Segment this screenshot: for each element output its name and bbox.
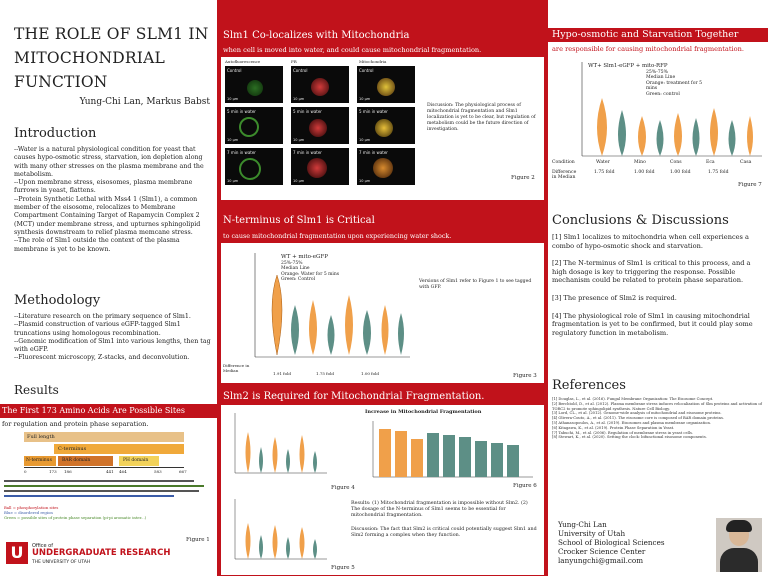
micrograph-image: 5 min in water 10 µm (225, 107, 283, 144)
slm2-panel (221, 405, 544, 575)
nterm-heading: N-terminus of Slm1 is Critical (223, 215, 375, 226)
methods-list (14, 313, 212, 363)
legend-item: Green: Control (281, 277, 316, 283)
nterm-note: Versions of Slm1 refer to Figure 1 to see tagged with GFP. (419, 279, 532, 290)
axis-line (24, 467, 184, 468)
micrograph-image: 7 min in water 10 µm (291, 148, 349, 185)
reference-item: [5] Athanasopoulos, A., et al. (2019). Eisosomes and plasma membrane organization. (552, 420, 712, 425)
legend-item: Median Line (281, 266, 310, 272)
pos-label: 186 (64, 469, 72, 474)
university-logo (4, 542, 171, 574)
slm2-discussion: Discussion: The fact that Slm2 is critical could potentially suggest Slm1 and Slm2 forming a complex when they function. (351, 527, 537, 539)
figure1-label: Figure 1 (186, 537, 210, 543)
legend-item: WT+ Slm1-eGFP + mito-RFP (588, 63, 668, 69)
slm2-results-text: Results: (1) Mitochondrial fragmentation is impossible without Slm2. (2) The dosage of the N-terminus of Slm1 seems to be essential for mitochondrial fragmentation. (351, 501, 528, 519)
legend-item: Orange: treatment for 5 mins (646, 80, 703, 92)
methods-item: --Literature research on the primary sequence of Slm1. (14, 313, 191, 320)
figure7-label: Figure 7 (738, 182, 762, 188)
domain-legend (4, 505, 204, 520)
results-banner: The First 173 Amino Acids Are Possible Sites (0, 404, 217, 418)
slm2-violin-chart-a (223, 407, 331, 485)
colocalize-discussion: Discussion: The physiological process of mitochondrial fragmentation and Slm1 localization is yet to be clear, but regulation of metabolism could be the future direction of investigation. (427, 103, 536, 132)
category-label: Casa (740, 160, 752, 165)
category-label: Cons (670, 160, 682, 165)
diff-value: 1.00 fold (634, 170, 655, 175)
contact-university: University of Utah (558, 529, 626, 538)
micrograph-panel (221, 57, 544, 200)
u-logo-icon: U (6, 542, 28, 564)
references-heading: References (552, 378, 626, 393)
intro-list (14, 146, 212, 254)
slm2-violin-chart-b (223, 493, 331, 571)
reference-item: [1] Douglas, L., et al. (2016). Fungal Membrane Organization: The Eisosome Concept. (552, 397, 714, 401)
diff-value: 1.91 fold (273, 371, 291, 376)
legend-item: 25%-75% (281, 260, 303, 266)
left-column (0, 0, 217, 576)
bar-domain-bar: BAR domain (58, 456, 113, 466)
hypo-subtitle: are responsible for causing mitochondrial fragmentation. (552, 45, 744, 53)
legend-item: Blue = disordered region (4, 510, 53, 515)
slm2-bar-chart-title: Increase in Mitochondrial Fragmentation (365, 409, 482, 415)
col-label: Mitochondria (359, 59, 387, 64)
micrograph-image: 5 min in water 10 µm (357, 107, 415, 144)
pos-label: 464 (119, 469, 127, 474)
logo-line2: UNDERGRADUATE RESEARCH (32, 548, 171, 558)
legend-item: Median Line (646, 75, 676, 81)
category-label: Eca (706, 160, 715, 165)
micrograph-image: 7 min in water 10 µm (357, 148, 415, 185)
pos-label: 0 (24, 469, 27, 474)
intro-item: --Water is a natural physiological condition for yeast that causes hypo-osmotic stress, starvation, ion depletion along with many other stresses on the plasma membrane and the metabolism. (14, 146, 204, 178)
methods-heading: Methodology (14, 293, 101, 308)
contact-email: lanyungchi@gmail.com (558, 556, 644, 565)
methods-item: --Plasmid construction of various eGFP-tagged Slm1 truncations using homologous recombination. (14, 321, 181, 337)
hypo-chart-legend (588, 64, 708, 98)
reference-item: [2] Berchtold, D., et al. (2012). Plasma membrane stress induces relocalization of Slm proteins and activation of TORC2 to promote sphingolipid synthesis. Nature Cell Biology. (552, 401, 762, 411)
diff-label: Difference in Median (552, 170, 577, 180)
row-label: Condition (552, 160, 575, 165)
poster-title: THE ROLE OF SLM1 IN MITOCHONDRIAL FUNCTION (14, 25, 209, 91)
legend-item: WT + mito-eGFP (281, 254, 328, 260)
intro-heading: Introduction (14, 126, 97, 141)
intro-item: --The role of Slm1 outside the context of the plasma membrane is yet to be known. (14, 237, 180, 253)
nterm-chart-legend (281, 255, 361, 283)
domain-diagram (4, 430, 212, 504)
colocalize-subtitle: when cell is moved into water, and could cause mitochondrial fragmentation. (223, 46, 482, 54)
pos-label: 667 (179, 469, 187, 474)
nterm-panel (221, 243, 544, 383)
conclusion-item: [3] The presence of Slm2 is required. (552, 293, 677, 302)
micrograph-image: Control 10 µm (291, 66, 349, 103)
micrograph-image: Control 10 µm (225, 66, 283, 103)
methods-item: --Fluorescent microscopy, Z-stacks, and deconvolution. (14, 354, 190, 362)
full-length-bar: Full length (24, 432, 184, 442)
conclusion-item: [4] The physiological role of Slm1 in causing mitochondrial fragmentation is yet to be confirmed, but it could play some regulatory function in metabolism. (552, 311, 753, 337)
nterm-subtitle: to cause mitochondrial fragmentation upon experiencing water shock. (223, 232, 452, 240)
conclusions-list (552, 233, 764, 337)
photo-hair (726, 520, 752, 532)
reference-item: [3] Lord, CL., et al. (2012). Genome-wide analysis of mitochondrial and eisosome proteins. (552, 411, 722, 416)
micrograph-image: 5 min in water 10 µm (291, 107, 349, 144)
micrograph-image: 7 min in water 10 µm (225, 148, 283, 185)
hypo-heading: Hypo-osmotic and Starvation Together (552, 29, 739, 40)
hypo-heading-bar (548, 28, 768, 42)
conclusion-item: [1] Slm1 localizes to mitochondria when cell experiences a combo of hypo-osmotic shock and starvation. (552, 233, 749, 250)
intro-item: --Upon membrane stress, eisosomes, plasma membrane furrows in yeast, flattens. (14, 179, 193, 195)
figure6-label: Figure 6 (513, 483, 537, 489)
results-heading: Results (14, 383, 59, 397)
pos-label: 583 (154, 469, 162, 474)
micrograph-image: Control 10 µm (357, 66, 415, 103)
poster-authors: Yung-Chi Lan, Markus Babst (79, 97, 210, 107)
diff-value: 1.00 fold (361, 371, 379, 376)
contact-school: School of Biological Sciences (558, 538, 665, 547)
author-photo (716, 518, 762, 572)
reference-item: [6] Kitagawa, K., et al. (2019). Protein Phase Separation in Yeast. (552, 425, 675, 430)
intro-item: --Protein Synthetic Lethal with Mss4 1 (Slm1), a common member of the eisosome, relocalizes to Membrane Compartment Containing Target of Rapamycin Complex 2 (MCT) under membrane stress, and upturnes sphingolipid synthesis downstream to relief plasma memcane stress. (14, 195, 201, 236)
slm2-bar-chart (363, 417, 538, 487)
logo-line1: Office of (32, 543, 54, 549)
contact-block (558, 520, 665, 565)
conclusions-heading: Conclusions & Discussions (552, 213, 729, 228)
legend-item: 25%-75% (646, 69, 668, 75)
legend-item: Green = possible sites of protein phase separation (pi-pi aromatic inter...) (4, 515, 147, 520)
pos-label: 441 (106, 469, 114, 474)
slm2-heading: Slm2 is Required for Mitochondrial Fragmentation. (223, 391, 485, 402)
c-terminus-bar: C-terminus (54, 444, 184, 454)
ph-domain-bar: PH domain (119, 456, 159, 466)
sequence-block (4, 480, 209, 500)
hypo-chart-panel (552, 58, 764, 193)
legend-item: Green: control (646, 91, 680, 97)
legend-item: Ball = phosphorylation sites (4, 505, 59, 510)
category-label: Water (596, 160, 610, 165)
middle-column (217, 0, 548, 576)
results-subtitle: for regulation and protein phase separation. (2, 420, 149, 428)
reference-item: [4] Olivera-Couto, A., et al. (2011). The eisosome core is composed of BAR domain proteins. (552, 416, 725, 421)
colocalize-heading: Slm1 Co-localizes with Mitochondria (223, 30, 410, 41)
figure2-label: Figure 2 (511, 175, 535, 181)
diff-label: Difference in Median (223, 363, 250, 373)
col-label: Autofluorescence (225, 59, 261, 64)
diff-value: 1.75 fold (594, 170, 615, 175)
methods-item: --Genomic modification of Slm1 into various lengths, then tag with eGFP. (14, 337, 211, 354)
contact-center: Crocker Science Center (558, 547, 646, 556)
reference-item: [8] Stewart, K., et al. (2020). Setting the clock: bifunctional eisosome components. (552, 435, 707, 440)
references-list (552, 397, 764, 440)
right-column (548, 0, 768, 576)
category-label: Mino (634, 160, 646, 165)
logo-line3: THE UNIVERSITY OF UTAH (32, 560, 91, 565)
figure3-label: Figure 3 (513, 373, 537, 379)
contact-name: Yung-Chi Lan (558, 520, 607, 529)
legend-item: Orange: Water for 5 mins (281, 271, 340, 277)
reference-item: [7] Tabuchi, M., et al. (2006). Regulation of membrane stress in yeast cells. (552, 430, 694, 435)
figure4-label: Figure 4 (331, 485, 355, 491)
diff-value: 1.00 fold (670, 170, 691, 175)
n-terminus-bar: N-terminus (24, 456, 56, 466)
col-label: FR (291, 59, 297, 64)
photo-body (720, 548, 758, 572)
figure5-label: Figure 5 (331, 565, 355, 571)
pos-label: 173 (49, 469, 57, 474)
diff-value: 1.75 fold (708, 170, 729, 175)
diff-value: 1.75 fold (316, 371, 334, 376)
conclusion-item: [2] The N-terminus of Slm1 is critical to this process, and a high dosage is key to triggering the response. Possible mechanism could be related to protein phase separation. (552, 259, 751, 285)
